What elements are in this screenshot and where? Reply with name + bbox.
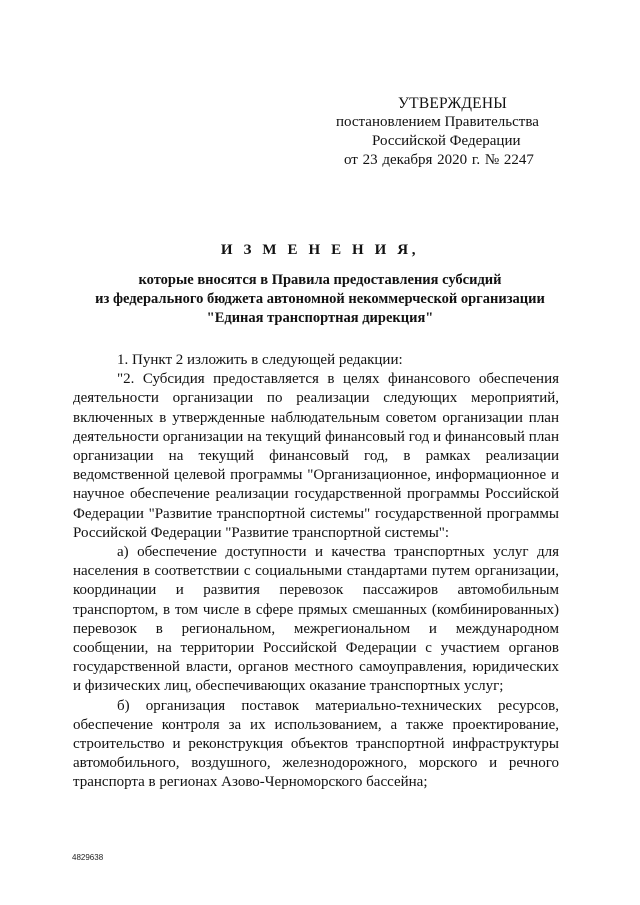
paragraph-1: 1. Пункт 2 изложить в следующей редакции: [117, 352, 403, 368]
heading-subtitle-line-2: из федерального бюджета автономной некоммерческой организации [95, 291, 545, 307]
paragraph-2: "2. Субсидия предоставляется в целях финансового обеспечения деятельности организации по реализации следующих мероприятий, включенных в утвержденные наблюдательным советом организации план деятельности организации на текущий финансовый год и финансовый план организации на текущий финансовый год, в рамках реализации ведомственной целевой программы "Организационное, информационное и научное обеспечение реализации государственной программы Российской Федерации "Развитие транспортной системы" государственной программы Российской Федерации "Развитие транспортной системы": [73, 371, 559, 541]
document-body [73, 351, 559, 793]
approval-block [336, 94, 560, 170]
approval-line-3: от 23 декабря 2020 г. № 2247 [344, 152, 534, 168]
paragraph-4: б) организация поставок материально-технических ресурсов, обеспечение контроля за их использованием, а также проектирование, строительство и реконструкция объектов транспортной инфраструктуры автомобильного, воздушного, железнодорожного, морского и речного транспорта в регионах Азово-Черноморского бассейна; [73, 697, 559, 791]
paragraph-3: а) обеспечение доступности и качества транспортных услуг для населения в соответствии с социальными стандартами путем организации, координации и развития перевозок пассажиров автомобильным транспортом, в том числе в сфере прямых смешанных (комбинированных) перевозок в региональном, межрегиональном и международном сообщении, на территории Российской Федерации с участием органов государственной власти, органов местного самоуправления, юридических и физических лиц, обеспечивающих оказание транспортных услуг; [73, 544, 559, 695]
approval-title: УТВЕРЖДЕНЫ [398, 95, 507, 112]
document-heading [60, 240, 580, 328]
document-number: 4829638 [72, 853, 104, 862]
approval-line-1: постановлением Правительства [336, 114, 539, 130]
heading-title: И З М Е Н Е Н И Я, [220, 242, 420, 258]
heading-subtitle-line-1: которые вносятся в Правила предоставления субсидий [138, 272, 502, 288]
approval-line-2: Российской Федерации [372, 133, 521, 149]
heading-subtitle-line-3: "Единая транспортная дирекция" [206, 310, 434, 326]
